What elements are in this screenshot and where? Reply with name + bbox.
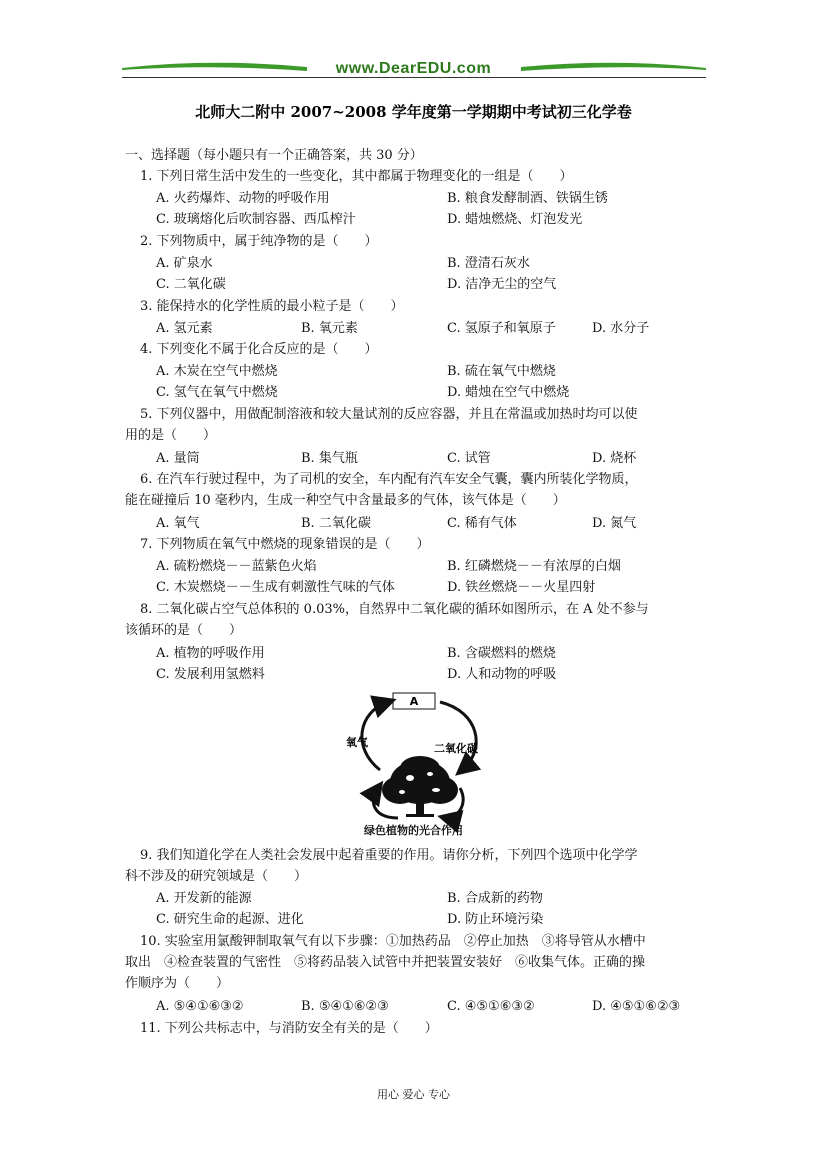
option-6c: C. 稀有气体 [447, 516, 517, 531]
option-9a: A. 开发新的能源 [156, 891, 252, 906]
option-4d: D. 蜡烛在空气中燃烧 [447, 385, 570, 400]
co2-label: 二氧化碳 [434, 742, 478, 755]
option-5c: C. 试管 [447, 451, 491, 466]
arrow-right [440, 702, 476, 770]
section-heading: 一、选择题（每小题只有一个正确答案，共 30 分） [125, 148, 423, 163]
question-1: 1. 下列日常生活中发生的一些变化，其中都属于物理变化的一组是（ ） [140, 169, 573, 184]
option-4a: A. 木炭在空气中燃烧 [156, 364, 278, 379]
option-10b: B. ⑤④①⑥②③ [301, 999, 389, 1014]
option-4b: B. 硫在氧气中燃烧 [447, 364, 556, 379]
question-2: 2. 下列物质中，属于纯净物的是（ ） [140, 234, 378, 249]
question-5: 5. 下列仪器中，用做配制溶液和较大量试剂的反应容器，并且在常温或加热时均可以使 [140, 407, 638, 422]
question-5-cont: 用的是（ ） [125, 428, 217, 443]
question-6: 6. 在汽车行驶过程中，为了司机的安全，车内配有汽车安全气囊，囊内所装化学物质， [140, 472, 638, 487]
option-3b: B. 氧元素 [301, 321, 358, 336]
option-6d: D. 氮气 [592, 516, 637, 531]
question-8: 8. 二氧化碳占空气总体积的 0.03%，自然界中二氧化碳的循环如图所示，在 A 处不参与 [140, 602, 649, 617]
question-8-cont: 该循环的是（ ） [125, 623, 243, 638]
option-8a: A. 植物的呼吸作用 [156, 646, 265, 661]
option-4c: C. 氢气在氧气中燃烧 [156, 385, 278, 400]
question-10-cont2: 作顺序为（ ） [125, 976, 230, 991]
document-title: 北师大二附中 2007~2008 学年度第一学期期中考试初三化学卷 [195, 103, 632, 121]
site-logo-text: www.DearEDU.com [335, 60, 492, 77]
option-2c: C. 二氧化碳 [156, 277, 226, 292]
option-6a: A. 氧气 [156, 516, 200, 531]
question-10-cont: 取出 ④检查装置的气密性 ⑤将药品装入试管中并把装置安装好 ⑥收集气体。正确的操 [125, 955, 646, 970]
option-1d: D. 蜡烛燃烧、灯泡发光 [447, 212, 583, 227]
option-3d: D. 水分子 [592, 321, 650, 336]
option-8c: C. 发展利用氢燃料 [156, 667, 265, 682]
option-1b: B. 粮食发酵制酒、铁锅生锈 [447, 191, 608, 206]
oxygen-label: 氧气 [346, 736, 368, 749]
option-7a: A. 硫粉燃烧－－蓝紫色火焰 [156, 559, 317, 574]
option-7b: B. 红磷燃烧－－有浓厚的白烟 [447, 559, 621, 574]
option-10a: A. ⑤④①⑥③② [156, 999, 244, 1014]
option-2d: D. 洁净无尘的空气 [447, 277, 557, 292]
option-2a: A. 矿泉水 [156, 256, 213, 271]
option-9c: C. 研究生命的起源、进化 [156, 912, 304, 927]
option-5a: A. 量筒 [156, 451, 200, 466]
page-footer: 用心 爱心 专心 [377, 1088, 450, 1101]
option-5d: D. 烧杯 [592, 451, 637, 466]
question-10: 10. 实验室用氯酸钾制取氧气有以下步骤：①加热药品 ②停止加热 ③将导管从水槽中 [140, 934, 646, 949]
option-9d: D. 防止环境污染 [447, 912, 544, 927]
option-2b: B. 澄清石灰水 [447, 256, 530, 271]
question-11: 11. 下列公共标志中，与消防安全有关的是（ ） [140, 1021, 438, 1036]
option-6b: B. 二氧化碳 [301, 516, 371, 531]
option-7d: D. 铁丝燃烧－－火星四射 [447, 580, 596, 595]
tree-icon [382, 756, 458, 817]
carbon-cycle-diagram [340, 690, 500, 840]
question-9: 9. 我们知道化学在人类社会发展中起着重要的作用。请你分析，下列四个选项中化学学 [140, 848, 638, 863]
option-1c: C. 玻璃熔化后吹制容器、西瓜榨汁 [156, 212, 356, 227]
option-9b: B. 合成新的药物 [447, 891, 543, 906]
option-5b: B. 集气瓶 [301, 451, 358, 466]
option-8d: D. 人和动物的呼吸 [447, 667, 557, 682]
option-10d: D. ④⑤①⑥②③ [592, 999, 681, 1014]
question-7: 7. 下列物质在氧气中燃烧的现象错误的是（ ） [140, 537, 430, 552]
option-1a: A. 火药爆炸、动物的呼吸作用 [156, 191, 330, 206]
option-3a: A. 氢元素 [156, 321, 213, 336]
question-4: 4. 下列变化不属于化合反应的是（ ） [140, 342, 378, 357]
option-3c: C. 氢原子和氧原子 [447, 321, 556, 336]
diagram-caption: 绿色植物的光合作用 [364, 824, 463, 837]
question-9-cont: 科不涉及的研究领域是（ ） [125, 869, 308, 884]
option-7c: C. 木炭燃烧－－生成有刺激性气味的气体 [156, 580, 395, 595]
option-8b: B. 含碳燃料的燃烧 [447, 646, 556, 661]
box-a-label: A [409, 695, 419, 708]
question-6-cont: 能在碰撞后 10 毫秒内，生成一种空气中含量最多的气体，该气体是（ ） [125, 493, 566, 508]
question-3: 3. 能保持水的化学性质的最小粒子是（ ） [140, 299, 404, 314]
option-10c: C. ④⑤①⑥③② [447, 999, 535, 1014]
